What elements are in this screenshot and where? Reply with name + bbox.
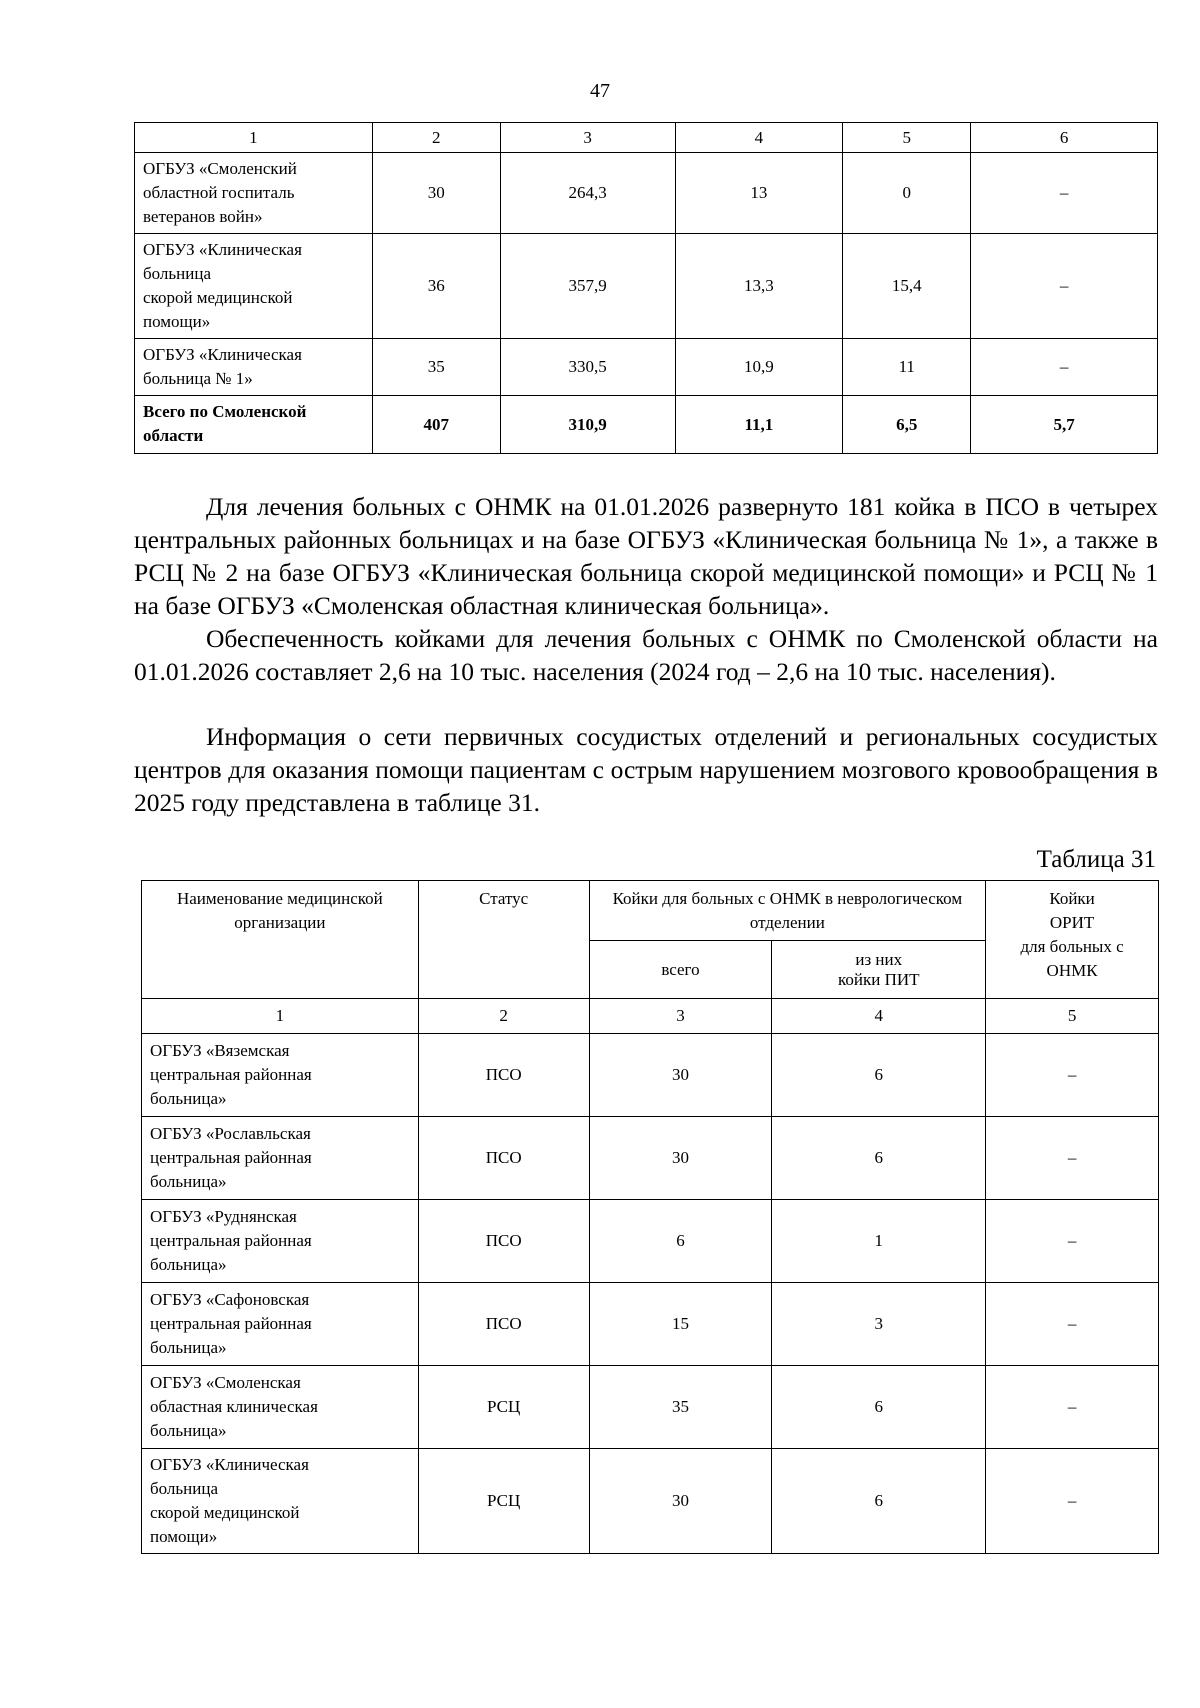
- table1-header-row: [135, 123, 1158, 153]
- table-row: [135, 234, 1158, 339]
- table-row: [142, 1449, 1159, 1554]
- beds-total-cell: 35: [589, 1366, 772, 1449]
- status-cell: ПСО: [418, 1034, 589, 1117]
- column-number-cell: 3: [589, 999, 772, 1034]
- orit-cell: –: [986, 1366, 1159, 1449]
- header-status: Статус: [418, 881, 589, 999]
- total-cell: 11,1: [675, 396, 843, 454]
- total-label-cell: Всего по Смоленской области: [135, 396, 373, 454]
- table-row: [142, 1366, 1159, 1449]
- beds-total-cell: 30: [589, 1034, 772, 1117]
- table-cell: 13: [675, 153, 843, 234]
- beds-pit-cell: 1: [772, 1200, 986, 1283]
- table-cell: –: [971, 153, 1158, 234]
- header-orit-beds: Койки ОРИТ для больных с ОНМК: [986, 881, 1159, 999]
- table-row: [142, 1034, 1159, 1117]
- status-cell: РСЦ: [418, 1449, 589, 1554]
- table-cell: 30: [372, 153, 500, 234]
- paragraph-beds-deployment: Для лечения больных с ОНМК на 01.01.2026 развернуто 181 койка в ПСО в четырех центральных районных больницах и на базе ОГБУЗ «Клиническая больница № 1», а также в РСЦ № 2 на базе ОГБУЗ «Клиническая больница скорой медицинской помощи» и РСЦ № 1 на базе ОГБУЗ «Смоленская областная клиническая больница».: [134, 492, 1158, 620]
- orit-cell: –: [986, 1283, 1159, 1366]
- organization-name-cell: ОГБУЗ «Смоленская областная клиническая больница»: [142, 1366, 419, 1449]
- table1-header-cell: 6: [971, 123, 1158, 153]
- table-cell: 357,9: [500, 234, 675, 339]
- table2-number-row: [142, 999, 1159, 1034]
- status-cell: РСЦ: [418, 1366, 589, 1449]
- column-number-cell: 5: [986, 999, 1159, 1034]
- header-beds-group: Койки для больных с ОНМК в неврологическом отделении: [589, 881, 986, 941]
- header-beds-total: всего: [589, 941, 772, 999]
- paragraph-table-intro: Информация о сети первичных сосудистых отделений и региональных сосудистых центров для оказания помощи пациентам с острым нарушением мозгового кровообращения в 2025 году представлена в таблице 31.: [134, 722, 1158, 817]
- table-cell: 13,3: [675, 234, 843, 339]
- header-beds-pit: из них койки ПИТ: [772, 941, 986, 999]
- organization-name-cell: ОГБУЗ «Клиническая больница скорой медицинской помощи»: [142, 1449, 419, 1554]
- orit-cell: –: [986, 1200, 1159, 1283]
- beds-pit-cell: 3: [772, 1283, 986, 1366]
- table-cell: –: [971, 339, 1158, 396]
- organization-name-cell: ОГБУЗ «Рославльская центральная районная больница»: [142, 1117, 419, 1200]
- status-cell: ПСО: [418, 1117, 589, 1200]
- organization-name-cell: ОГБУЗ «Руднянская центральная районная больница»: [142, 1200, 419, 1283]
- status-cell: ПСО: [418, 1200, 589, 1283]
- table2-header-row: [142, 881, 1159, 941]
- status-cell: ПСО: [418, 1283, 589, 1366]
- table1-header-cell: 1: [135, 123, 373, 153]
- beds-pit-cell: 6: [772, 1449, 986, 1554]
- table-caption: Таблица 31: [1036, 846, 1156, 873]
- column-number-cell: 1: [142, 999, 419, 1034]
- beds-pit-cell: 6: [772, 1117, 986, 1200]
- beds-statistics-table: [134, 122, 1158, 454]
- total-cell: 310,9: [500, 396, 675, 454]
- table-cell: 11: [843, 339, 971, 396]
- table-cell: 35: [372, 339, 500, 396]
- page-number: 47: [590, 80, 610, 102]
- header-organization-name: Наименование медицинской организации: [142, 881, 419, 999]
- column-number-cell: 4: [772, 999, 986, 1034]
- total-cell: 407: [372, 396, 500, 454]
- table1-header-cell: 5: [843, 123, 971, 153]
- orit-cell: –: [986, 1117, 1159, 1200]
- table-row: [142, 1117, 1159, 1200]
- table-cell: 15,4: [843, 234, 971, 339]
- table-cell: 10,9: [675, 339, 843, 396]
- table1-header-cell: 4: [675, 123, 843, 153]
- total-cell: 5,7: [971, 396, 1158, 454]
- organization-name-cell: ОГБУЗ «Смоленский областной госпиталь ветеранов войн»: [135, 153, 373, 234]
- organization-name-cell: ОГБУЗ «Клиническая больница № 1»: [135, 339, 373, 396]
- orit-cell: –: [986, 1449, 1159, 1554]
- organization-name-cell: ОГБУЗ «Сафоновская центральная районная больница»: [142, 1283, 419, 1366]
- table1-header-cell: 2: [372, 123, 500, 153]
- total-cell: 6,5: [843, 396, 971, 454]
- orit-cell: –: [986, 1034, 1159, 1117]
- table-cell: 0: [843, 153, 971, 234]
- organization-name-cell: ОГБУЗ «Клиническая больница скорой медицинской помощи»: [135, 234, 373, 339]
- table-row: [135, 153, 1158, 234]
- table-row: [142, 1283, 1159, 1366]
- paragraph-beds-provision: Обеспеченность койками для лечения больных с ОНМК по Смоленской области на 01.01.2026 составляет 2,6 на 10 тыс. населения (2024 год – 2,6 на 10 тыс. населения).: [134, 624, 1158, 686]
- column-number-cell: 2: [418, 999, 589, 1034]
- beds-total-cell: 6: [589, 1200, 772, 1283]
- table-row: [135, 339, 1158, 396]
- beds-pit-cell: 6: [772, 1366, 986, 1449]
- table-cell: –: [971, 234, 1158, 339]
- beds-total-cell: 15: [589, 1283, 772, 1366]
- table-row: [142, 1200, 1159, 1283]
- beds-total-cell: 30: [589, 1449, 772, 1554]
- organization-name-cell: ОГБУЗ «Вяземская центральная районная больница»: [142, 1034, 419, 1117]
- beds-total-cell: 30: [589, 1117, 772, 1200]
- table-cell: 36: [372, 234, 500, 339]
- vascular-centers-table: [141, 880, 1159, 1554]
- table-cell: 264,3: [500, 153, 675, 234]
- total-row: [135, 396, 1158, 454]
- table1-header-cell: 3: [500, 123, 675, 153]
- table-cell: 330,5: [500, 339, 675, 396]
- beds-pit-cell: 6: [772, 1034, 986, 1117]
